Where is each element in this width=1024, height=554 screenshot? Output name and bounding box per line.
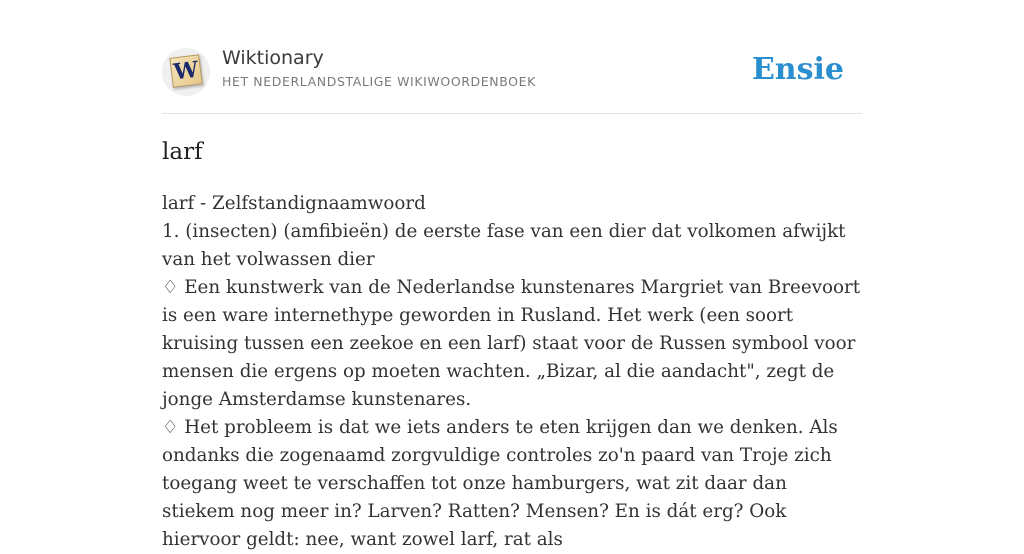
wiktionary-logo-icon[interactable] bbox=[162, 48, 210, 96]
part-of-speech-line: larf - Zelfstandignaamwoord bbox=[162, 193, 426, 214]
example-sentence: ♢ Het probleem is dat we iets anders te eten krijgen dan we denken. Als ondanks die zogenaamd zorgvuldige controles zo'n paard van Troje zich toegang weet te verschaffen tot onze hamburgers, wat zit daar dan stiekem nog meer in? Larven? Ratten? Mensen? En is dát erg? Ook hiervoor geldt: nee, want zowel larf, rat als bbox=[162, 417, 838, 550]
site-subtitle: HET NEDERLANDSTALIGE WIKIWOORDENBOEK bbox=[222, 74, 536, 89]
ensie-brand-logo[interactable]: Ensie bbox=[751, 52, 844, 87]
entry-content bbox=[162, 190, 862, 554]
logo-letter: W bbox=[172, 56, 200, 86]
example-sentence: ♢ Een kunstwerk van de Nederlandse kunstenares Margriet van Breevoort is een ware internethype geworden in Rusland. Het werk (een soort kruising tussen een zeekoe en een larf) staat voor de Russen symbool voor mensen die ergens op moeten wachten. „Bizar, al die aandacht", zegt de jonge Amsterdamse kunstenares. bbox=[162, 277, 861, 410]
page-title: larf bbox=[162, 139, 203, 165]
logo-tile bbox=[169, 54, 202, 87]
site-header bbox=[162, 44, 862, 114]
site-title[interactable]: Wiktionary bbox=[222, 47, 324, 69]
definition: 1. (insecten) (amfibieën) de eerste fase van een dier dat volkomen afwijkt van het volwassen dier bbox=[162, 221, 846, 270]
